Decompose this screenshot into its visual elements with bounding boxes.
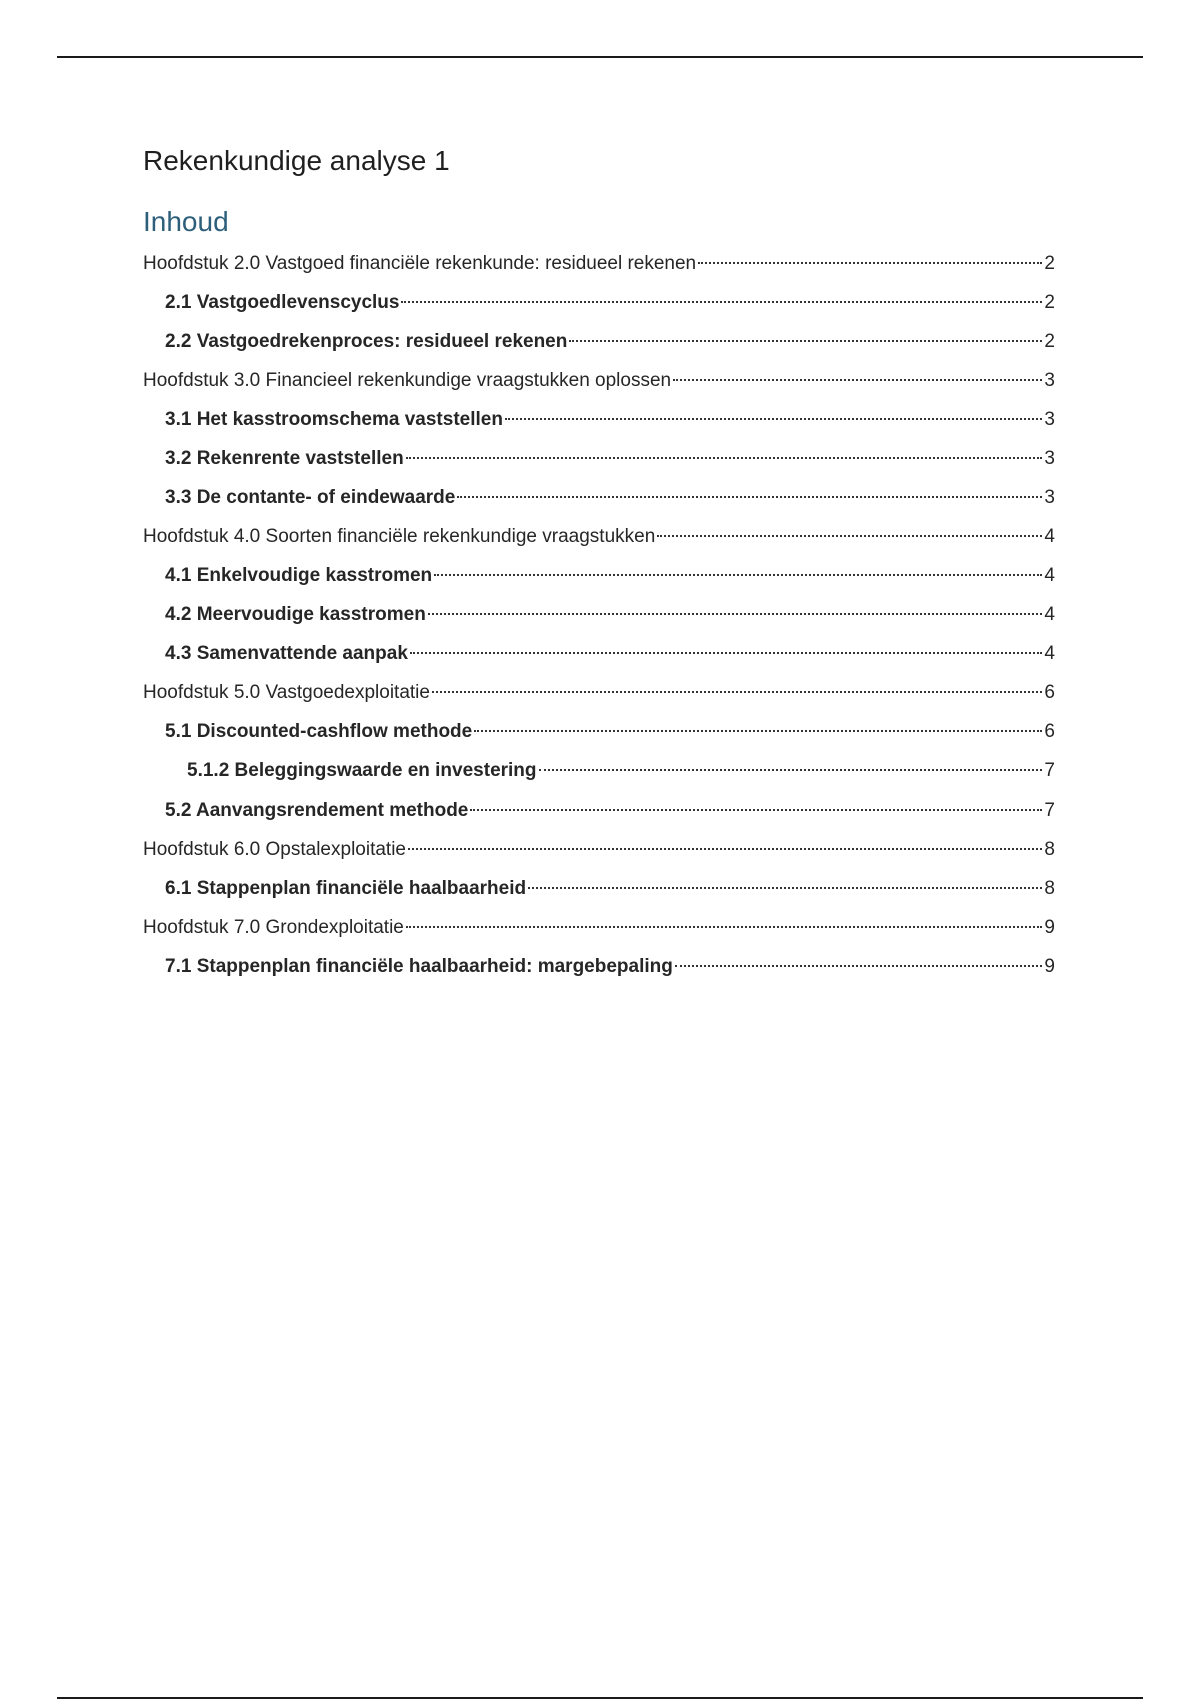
- toc-entry-label[interactable]: Hoofdstuk 7.0 Grondexploitatie: [143, 917, 404, 938]
- table-of-contents: [143, 244, 1055, 986]
- page-content: [143, 140, 1055, 986]
- toc-dot-leader: [675, 965, 1043, 967]
- toc-entry[interactable]: [143, 400, 1055, 439]
- toc-entry[interactable]: [143, 673, 1055, 712]
- toc-entry-label[interactable]: Hoofdstuk 5.0 Vastgoedexploitatie: [143, 682, 430, 703]
- toc-entry[interactable]: [143, 595, 1055, 634]
- toc-entry-label[interactable]: 3.3 De contante- of eindewaarde: [165, 487, 456, 508]
- toc-entry[interactable]: [143, 244, 1055, 283]
- toc-entry[interactable]: [143, 869, 1055, 908]
- toc-entry[interactable]: [143, 947, 1055, 986]
- toc-dot-leader: [457, 496, 1042, 498]
- toc-entry-label[interactable]: 3.2 Rekenrente vaststellen: [165, 448, 404, 469]
- toc-page-number[interactable]: 8: [1044, 878, 1055, 899]
- toc-entry[interactable]: [143, 556, 1055, 595]
- toc-entry-label[interactable]: 6.1 Stappenplan financiële haalbaarheid: [165, 878, 527, 899]
- toc-page-number[interactable]: 3: [1044, 487, 1055, 508]
- toc-dot-leader: [657, 535, 1042, 537]
- toc-page-number[interactable]: 3: [1044, 409, 1055, 430]
- toc-page-number[interactable]: 7: [1044, 760, 1055, 781]
- toc-heading: Inhoud: [143, 206, 229, 237]
- toc-entry-label[interactable]: 4.1 Enkelvoudige kasstromen: [165, 565, 433, 586]
- toc-page-number[interactable]: 4: [1044, 565, 1055, 586]
- header-rule: [57, 56, 1143, 58]
- toc-entry-label[interactable]: Hoofdstuk 6.0 Opstalexploitatie: [143, 839, 406, 860]
- toc-page-number[interactable]: 6: [1044, 721, 1055, 742]
- toc-entry[interactable]: [143, 751, 1055, 791]
- toc-dot-leader: [698, 262, 1042, 264]
- toc-page-number[interactable]: 4: [1044, 643, 1055, 664]
- toc-entry[interactable]: [143, 478, 1055, 517]
- toc-entry[interactable]: [143, 634, 1055, 673]
- toc-entry-label[interactable]: 4.3 Samenvattende aanpak: [165, 643, 408, 664]
- toc-page-number[interactable]: 9: [1044, 956, 1055, 977]
- toc-page-number[interactable]: 2: [1044, 292, 1055, 313]
- toc-entry[interactable]: [143, 791, 1055, 830]
- toc-entry-label[interactable]: 2.1 Vastgoedlevenscyclus: [165, 292, 400, 313]
- toc-dot-leader: [401, 301, 1042, 303]
- toc-entry[interactable]: [143, 283, 1055, 322]
- toc-page-number[interactable]: 9: [1044, 917, 1055, 938]
- toc-entry-label[interactable]: 3.1 Het kasstroomschema vaststellen: [165, 409, 503, 430]
- toc-entry-label[interactable]: Hoofdstuk 4.0 Soorten financiële rekenkundige vraagstukken: [143, 526, 656, 547]
- toc-page-number[interactable]: 3: [1044, 448, 1055, 469]
- toc-dot-leader: [474, 730, 1042, 732]
- toc-page-number[interactable]: 4: [1044, 604, 1055, 625]
- toc-entry[interactable]: [143, 517, 1055, 556]
- toc-page-number[interactable]: 3: [1044, 370, 1055, 391]
- toc-entry-label[interactable]: 7.1 Stappenplan financiële haalbaarheid: margebepaling: [165, 956, 673, 977]
- toc-entry[interactable]: [143, 712, 1055, 751]
- toc-entry-label[interactable]: Hoofdstuk 3.0 Financieel rekenkundige vraagstukken oplossen: [143, 370, 672, 391]
- toc-page-number[interactable]: 4: [1044, 526, 1055, 547]
- toc-page-number[interactable]: 2: [1044, 331, 1055, 352]
- toc-dot-leader: [673, 379, 1042, 381]
- toc-dot-leader: [539, 769, 1043, 771]
- toc-entry-label[interactable]: 5.2 Aanvangsrendement methode: [165, 800, 469, 821]
- toc-entry[interactable]: [143, 830, 1055, 869]
- toc-page-number[interactable]: 2: [1044, 253, 1055, 274]
- footer-rule: [57, 1697, 1143, 1699]
- toc-dot-leader: [406, 457, 1043, 459]
- toc-entry-label[interactable]: 4.2 Meervoudige kasstromen: [165, 604, 426, 625]
- toc-entry[interactable]: [143, 439, 1055, 478]
- toc-page-number[interactable]: 7: [1044, 800, 1055, 821]
- toc-entry[interactable]: [143, 322, 1055, 361]
- toc-dot-leader: [470, 809, 1042, 811]
- toc-dot-leader: [434, 574, 1042, 576]
- toc-dot-leader: [408, 848, 1042, 850]
- toc-entry-label[interactable]: 2.2 Vastgoedrekenproces: residueel rekenen: [165, 331, 568, 352]
- toc-entry-label[interactable]: 5.1.2 Beleggingswaarde en investering: [187, 760, 537, 781]
- toc-dot-leader: [406, 926, 1043, 928]
- toc-dot-leader: [432, 691, 1042, 693]
- document-title: Rekenkundige analyse 1: [143, 145, 450, 176]
- toc-entry-label[interactable]: 5.1 Discounted-cashflow methode: [165, 721, 473, 742]
- toc-dot-leader: [428, 613, 1043, 615]
- toc-entry[interactable]: [143, 361, 1055, 400]
- toc-dot-leader: [505, 418, 1042, 420]
- toc-dot-leader: [410, 652, 1043, 654]
- toc-page-number[interactable]: 8: [1044, 839, 1055, 860]
- toc-page-number[interactable]: 6: [1044, 682, 1055, 703]
- toc-entry[interactable]: [143, 908, 1055, 947]
- toc-entry-label[interactable]: Hoofdstuk 2.0 Vastgoed financiële rekenkunde: residueel rekenen: [143, 253, 697, 274]
- toc-dot-leader: [528, 887, 1042, 889]
- toc-dot-leader: [569, 340, 1042, 342]
